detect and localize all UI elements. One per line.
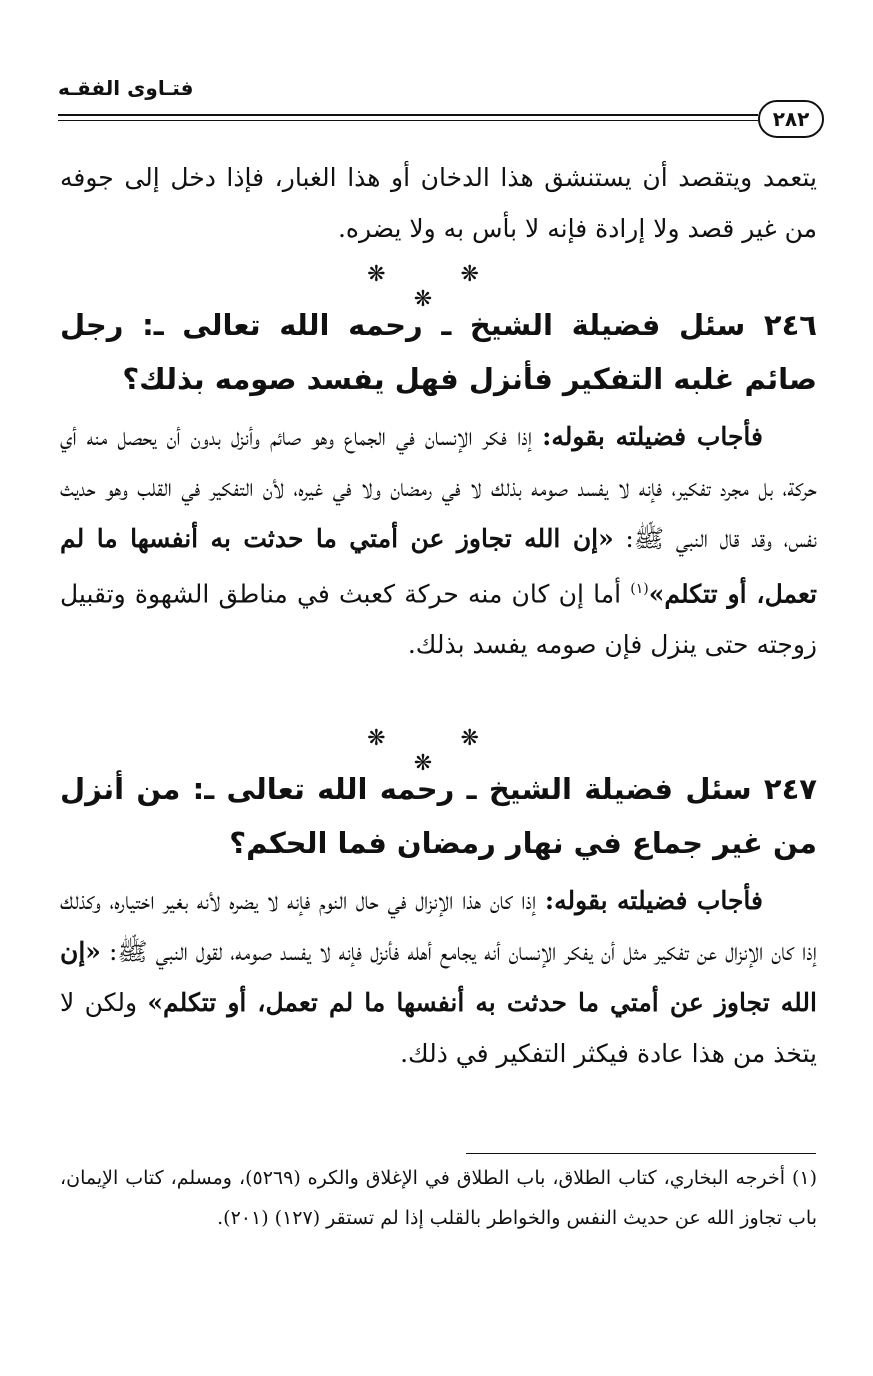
- header-rule-thin: [58, 120, 758, 121]
- footnote: (١) أخرجه البخاري، كتاب الطلاق، باب الطلاق في الإغلاق والكره (٥٢٦٩)، ومسلم، كتاب الإيمان، باب تجاوز الله عن حديث النفس والخواطر بالقلب إذا لم تستقر (١٢٧) (٢٠١).: [60, 1167, 817, 1229]
- answer-246: [60, 411, 817, 670]
- header-rule: [58, 114, 758, 116]
- section-separator: ❋ ❋ ❋: [367, 262, 513, 312]
- question-246: ٢٤٦ سئل فضيلة الشيخ ـ رحمه الله تعالى ـ: رجل صائم غلبه التفكير فأنزل فهل يفسد صومه بذلك؟: [60, 308, 817, 396]
- answer-247: [60, 875, 817, 1079]
- answer-246-lead: فأجاب فضيلته بقوله:: [542, 422, 763, 451]
- intro-paragraph: يتعمد ويتقصد أن يستنشق هذا الدخان أو هذا الغبار، فإذا دخل إلى جوفه من غير قصد ولا إرادة فإنه لا بأس به ولا يضره.: [60, 163, 817, 243]
- answer-246-text-2: أما إن كان منه حركة كعبث في مناطق الشهوة وتقبيل زوجته حتى ينزل فإن صومه يفسد بذلك.: [60, 579, 817, 660]
- question-247: ٢٤٧ سئل فضيلة الشيخ ـ رحمه الله تعالى ـ: من أنزل من غير جماع في نهار رمضان فما الحكم؟: [60, 772, 817, 860]
- answer-246-hadith: «إن الله تجاوز عن أمتي ما حدثت به أنفسها ما لم تعمل، أو تتكلم»: [60, 524, 817, 609]
- footnote-ref[interactable]: (١): [630, 581, 649, 597]
- fatwa-247: [60, 762, 817, 1079]
- answer-247-text-1: إذا كان هذا الإنزال في حال النوم فإنه لا يضره لأنه بغير اختياره، وكذلك إذا كان الإنزال عن تفكير مثل أن يفكر الإنسان أنه يجامع أهله فأنزل فإنه لا يفسد صومه، لقول النبي ﷺ:: [60, 886, 817, 966]
- answer-247-lead: فأجاب فضيلته بقوله:: [544, 886, 763, 915]
- answer-247-text-2: ولكن لا يتخذ من هذا عادة فيكثر التفكير في ذلك.: [60, 988, 817, 1068]
- fatwa-246: [60, 298, 817, 670]
- answer-246-text-1: إذا فكر الإنسان في الجماع وهو صائم وأنزل بدون أن يحصل منه أي حركة، بل مجرد تفكير، فإنه لا يفسد صومه بذلك لا في رمضان ولا في غيره، لأن التفكير في القلب وهو حديث نفس، وقد قال النبي ﷺ:: [60, 422, 817, 553]
- section-separator-2: ❋ ❋ ❋: [367, 726, 513, 776]
- page-number-badge: ٢٨٢: [758, 100, 824, 138]
- answer-247-hadith: «إن الله تجاوز عن أمتي ما حدثت به أنفسها ما لم تعمل، أو تتكلم»: [60, 937, 817, 1017]
- running-header-title: فتـاوى الفقـه: [58, 76, 194, 100]
- footnote-rule: [466, 1153, 816, 1154]
- intro-block: [60, 152, 817, 254]
